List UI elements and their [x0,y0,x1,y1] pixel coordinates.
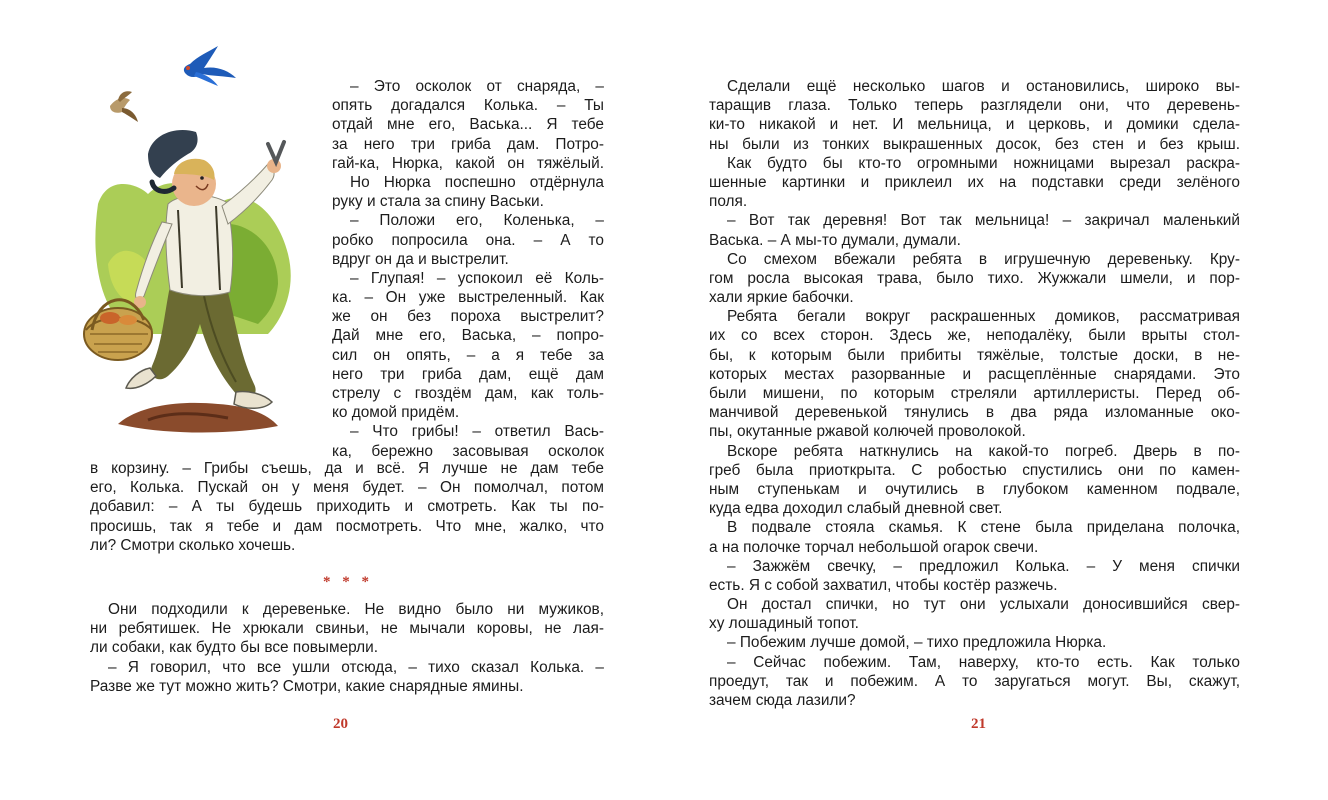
text-line: Разве же тут можно жить? Смотри, какие снарядные ямины. [90,677,524,695]
text-line: просишь, так я тебе и дам посмотреть. Что мне, жалко, что [90,517,604,535]
text-line: Дай мне его, Васька, – попро- [332,327,604,345]
swallow-bird-icon [184,46,236,86]
text-line: а на полочке торчал небольшой огарок свечи. [709,538,1039,556]
text-line: ху лошадиный топот. [709,615,859,633]
text-line: Они подходили к деревеньке. Не видно было ни мужиков, [108,601,604,618]
text-line: – Сейчас побежим. Там, наверху, кто-то есть. Как только [727,653,1240,671]
text-line: были мишени, по которым стреляли артиллеристы. Перед об- [709,385,1240,402]
text-line: – Вот так деревня! Вот так мельница! – закричал маленький [727,212,1240,230]
text-line: ки-то никакой и нет. И мельница, и церковь, и домики сдела- [709,116,1240,134]
sparrow-bird-icon [110,91,138,122]
text-line: Вскоре ребята наткнулись на какой-то погреб. Дверь в по- [727,442,1240,460]
text-line: в корзину. – Грибы съешь, да и всё. Я лучше не дам тебе [90,460,604,477]
text-line: – Что грибы! – ответил Вась- [350,423,604,441]
text-line: их со всех сторон. Здесь же, неподалёку, были врыты стол- [709,327,1240,345]
full-text-column [90,459,604,555]
text-line: Васька. – А мы-то думали, думали. [709,231,961,249]
text-line: проедут, так и побежим. А то заругаться могут. Вы, скажут, [709,672,1240,690]
text-line: вдруг он да и выстрелит. [332,250,509,268]
text-line: гом росла высокая трава, было тихо. Жужжали шмели, и пор- [709,269,1240,287]
text-line: бы, к которым были прибиты тяжёлые, толстые доски, в не- [709,346,1240,364]
page-number: 20 [333,716,348,732]
text-line: – Зажжём свечку, – предложил Колька. – У меня спички [727,557,1240,575]
text-line: Сделали ещё несколько шагов и остановились, широко вы- [727,78,1240,95]
text-line: – Глупая! – успокоил её Коль- [350,269,604,287]
text-line: ка. – Он уже выстреленный. Как [332,289,604,307]
text-line: гай-ка, Нюрка, какой он тяжёлый. [332,154,604,172]
text-line: его, Колька. Пускай он у меня будет. – Он помолчал, потом [90,479,604,497]
page-number: 21 [971,716,986,732]
text-line: греб была приоткрыта. С робостью спустились они по камен- [709,461,1240,479]
text-line: ко домой придём. [332,404,460,422]
text-line: опять догадался Колька. – Ты [332,97,604,115]
text-line: – Положи его, Коленька, – [350,212,604,230]
text-line: Но Нюрка поспешно отдёрнула [350,173,604,191]
text-line: Он достал спички, но тут они услыхали доносившийся свер- [727,596,1240,614]
text-line: пы, окутанные ржавой колючей проволокой. [709,423,1026,441]
narrow-text-column [332,77,604,461]
text-line: зачем сюда лазили? [709,692,856,709]
boy-running-illustration [78,34,318,446]
text-line: ни ребятишек. Не хрюкали свиньи, не мычали коровы, не лая- [90,620,604,638]
text-line: есть. Я с собой захватил, чтобы костёр разжечь. [709,576,1058,594]
bottom-text-column [90,600,604,696]
text-line: него три гриба дам, ещё дам [332,365,604,383]
text-line: добавил: – А ты будешь приходить и смотреть. Как ты по- [90,498,604,516]
text-line: ли собаки, как будто бы все повымерли. [90,639,379,657]
text-line: ным ступенькам и очутились в глубоком каменном подвале, [709,480,1240,498]
text-line: руку и стала за спину Васьки. [332,193,544,211]
text-line: В подвале стояла скамья. К стене была приделана полочка, [727,519,1240,537]
text-line: робко попросила она. – А то [332,231,604,249]
text-line: Со смехом вбежали ребята в игрушечную деревеньку. Кру- [727,250,1240,268]
text-line: манчивой деревенькой тянулись в два ряда изломанные око- [709,404,1240,422]
text-line: за него три гриба дам. Потро- [332,135,604,153]
text-line: шенные картинки и приклеил их на подставки среди зелёного [709,173,1240,191]
text-line: которых местах разорванные и расщеплённые снарядами. Это [709,365,1240,383]
text-line: Ребята бегали вокруг раскрашенных домиков, рассматривая [727,308,1240,326]
text-line: ли? Смотри сколько хочешь. [90,536,296,554]
text-line: Как будто бы кто-то огромными ножницами вырезал раскра- [727,154,1240,172]
text-line: – Я говорил, что все ушли отсюда, – тихо сказал Колька. – [108,658,604,676]
text-line: же он без пороха выстрелит? [332,308,604,326]
text-line: стрелу с гвоздём дам, как толь- [332,385,604,402]
text-line: таращив глаза. Только теперь разглядели они, что деревень- [709,97,1240,115]
text-line: отдай мне его, Васька... Я тебе [332,116,604,134]
text-line: сил он опять, – а я тебе за [332,346,604,364]
text-line: поля. [709,193,748,211]
text-line: ны были из тонких выкрашенных досок, без стен и без крыш. [709,135,1240,153]
text-line: ка, бережно засовывая осколок [332,442,604,460]
section-separator: * * * [323,574,373,590]
text-line: – Побежим лучше домой, – тихо предложила Нюрка. [727,634,1107,652]
text-column [709,77,1240,710]
text-line: хали яркие бабочки. [709,289,854,307]
text-line: куда едва доходил слабый дневной свет. [709,500,1003,518]
text-line: – Это осколок от снаряда, – [350,78,604,95]
right-page [664,0,1328,800]
